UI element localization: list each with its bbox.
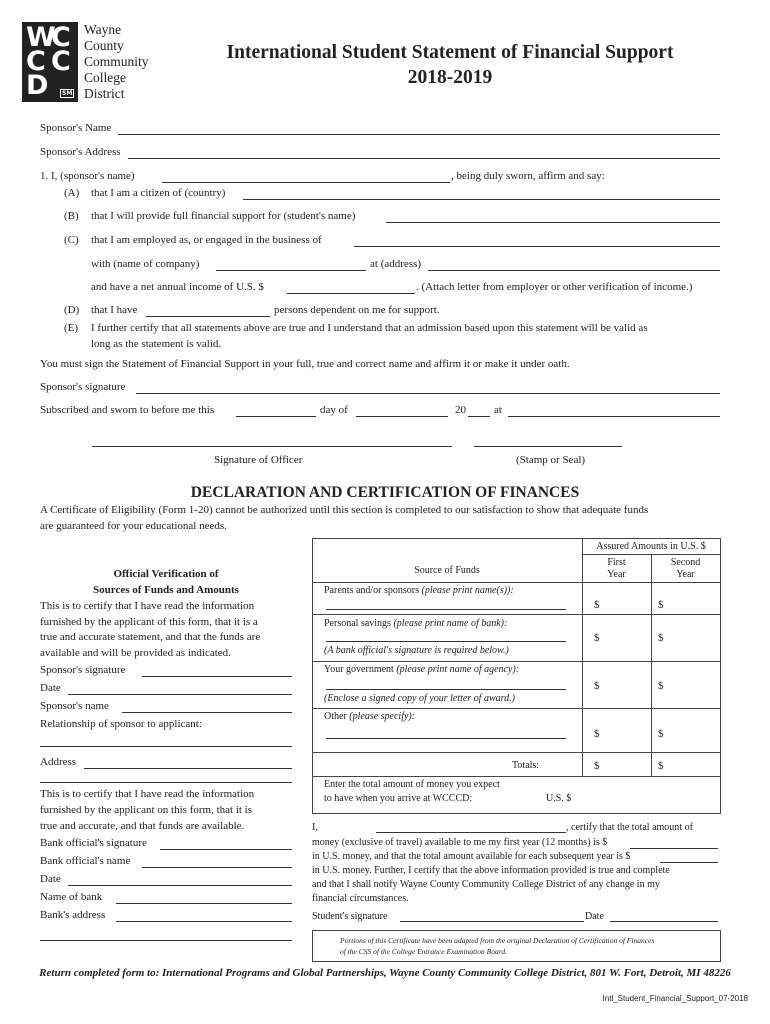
student-signature-field[interactable] (400, 921, 584, 922)
item-e-text: I further certify that all statements above are true and I understand that an admission based upon this statement will be valid as (91, 322, 648, 334)
assured-header: Assured Amounts in U.S. $ (596, 541, 706, 552)
dollar-sign: $ (658, 680, 664, 692)
at-address-label: at (address) (370, 258, 422, 270)
item-e-text2: long as the statement is valid. (91, 338, 222, 350)
day-of-label: day of (320, 404, 348, 416)
item-d-marker: (D) (64, 304, 80, 316)
college-name-line: District (84, 86, 125, 101)
row-hint: (please print name of agency): (396, 664, 520, 675)
first-year-header: First (607, 557, 626, 568)
savings-row-label (324, 618, 507, 629)
cert-i-label: I, (312, 822, 318, 833)
dollar-sign: $ (594, 680, 600, 692)
item-e-marker: (E) (64, 322, 79, 334)
relationship-field[interactable] (40, 746, 292, 747)
item-d-suffix: persons dependent on me for support. (274, 304, 440, 316)
bank-para-line: This is to certify that I have read the information (40, 788, 255, 800)
must-sign-note: You must sign the Statement of Financial Support in your full, true and correct name and affirm it or make it under oath. (40, 358, 570, 370)
second-year-header: Second (670, 557, 701, 568)
dependents-field[interactable] (146, 316, 270, 317)
row-divider (312, 661, 720, 662)
return-address: Return completed form to: International Programs and Global Partnerships, Wayne County Community College District, 801 W. Fort, Detroit, MI 48226 (39, 967, 731, 979)
vs-sponsor-signature-field[interactable] (142, 676, 292, 677)
sponsor-name-field[interactable] (118, 134, 720, 135)
row-hint: (please specify): (349, 711, 416, 722)
company-field[interactable] (216, 270, 366, 271)
college-name-line: College (84, 70, 126, 85)
agency-name-field[interactable] (326, 689, 566, 690)
student-date-field[interactable] (610, 921, 718, 922)
year-20-label: 20 (455, 404, 466, 416)
student-date-label: Date (585, 911, 604, 922)
bank-name-table-field[interactable] (326, 641, 566, 642)
verification-title-1: Official Verification of (113, 568, 219, 580)
vs-date-field[interactable] (68, 694, 292, 695)
company-label: with (name of company) (91, 258, 200, 270)
bank-para-line: furnished by the applicant on this form, that it is (40, 804, 253, 816)
bank-date-field[interactable] (68, 885, 292, 886)
subsequent-amount-field[interactable] (660, 862, 718, 863)
page-title (180, 40, 720, 90)
sponsor-name-label: Sponsor's Name (40, 122, 112, 134)
bank-date-label: Date (40, 873, 61, 885)
bank-official-signature-label: Bank official's signature (40, 837, 147, 849)
college-name (84, 22, 149, 102)
sworn-name-field[interactable] (162, 182, 450, 183)
col-divider (651, 554, 652, 776)
item-b-marker: (B) (64, 210, 79, 222)
row-divider (312, 614, 720, 615)
student-name-field[interactable] (386, 222, 720, 223)
arrival-us-dollar: U.S. $ (546, 793, 572, 804)
income-note: . (Attach letter from employer or other verification of income.) (416, 281, 693, 293)
item-c-marker: (C) (64, 234, 79, 246)
sponsor-signature-label: Sponsor's signature (40, 381, 126, 393)
sworn-month-field[interactable] (356, 416, 448, 417)
totals-label: Totals: (512, 760, 540, 771)
portions-note-line: of the CSS of the College Entrance Examination Board. (340, 947, 507, 956)
bank-official-signature-field[interactable] (160, 849, 292, 850)
sponsor-address-field[interactable] (128, 158, 720, 159)
sponsor-signature-field[interactable] (136, 393, 720, 394)
row-label-text: Your government (324, 664, 394, 675)
sworn-prefix: 1. I, (sponsor's name) (40, 170, 135, 182)
row-divider (582, 554, 720, 555)
sworn-day-field[interactable] (236, 416, 316, 417)
row-label-text: Parents and/or sponsors (324, 585, 419, 596)
row-divider (312, 582, 720, 583)
declaration-heading: DECLARATION AND CERTIFICATION OF FINANCES (190, 484, 580, 501)
bank-name-label: Name of bank (40, 891, 103, 903)
bank-address-label: Bank's address (40, 909, 106, 921)
bank-address-field-2[interactable] (40, 940, 292, 941)
logo-letter: D (26, 70, 49, 101)
savings-note: (A bank official's signature is required below.) (324, 645, 509, 656)
dollar-sign: $ (594, 632, 600, 644)
parents-name-field[interactable] (326, 609, 566, 610)
verification-title-2: Sources of Funds and Amounts (93, 584, 239, 596)
dollar-sign: $ (594, 599, 600, 611)
first-year-amount-field[interactable] (630, 848, 718, 849)
at-label: at (494, 404, 502, 416)
verification-para-line: furnished by the applicant of this form, that it is a (40, 616, 258, 628)
bank-official-name-label: Bank official's name (40, 855, 131, 867)
verification-para-line: This is to certify that I have read the information (40, 600, 255, 612)
cert-line-2: money (exclusive of travel) available to me my first year (12 months) is $ (312, 837, 608, 848)
officer-signature-label: Signature of Officer (214, 454, 303, 466)
bank-para-line: true and accurate, and that funds are available. (40, 820, 245, 832)
parents-row-label (324, 585, 514, 596)
sponsor-address-label: Sponsor's Address (40, 146, 121, 158)
row-divider (312, 752, 720, 753)
item-d-text: that I have (91, 304, 138, 316)
dollar-sign: $ (594, 760, 600, 772)
vs-address-field-2[interactable] (40, 782, 292, 783)
government-note: (Enclose a signed copy of your letter of award.) (324, 693, 515, 704)
officer-signature-field[interactable] (92, 446, 452, 447)
cert-line-5: and that I shall notify Wayne County Community College District of any change in my (312, 879, 660, 890)
logo-letter: C (26, 46, 46, 77)
portions-note-line: Portions of this Certificate have been adapted from the original Declaration of Certification of Finances (340, 936, 655, 945)
item-a-marker: (A) (64, 187, 80, 199)
company-address-field[interactable] (428, 270, 720, 271)
college-name-line: Community (84, 54, 149, 69)
cert-line-4: in U.S. money. Further, I certify that the above information provided is true and complete (312, 865, 670, 876)
form-code: Intl_Student_Financial_Support_07-2018 (602, 994, 748, 1003)
sworn-suffix: , being duly sworn, affirm and say: (451, 170, 605, 182)
cert-line-6: financial circumstances. (312, 893, 409, 904)
income-field[interactable] (287, 293, 415, 294)
row-hint: (please print name of bank): (393, 618, 508, 629)
logo-letter: W (26, 22, 56, 53)
sworn-year-field[interactable] (468, 416, 490, 417)
cert-line-1-suffix: , certify that the total amount of (566, 822, 693, 833)
other-source-field[interactable] (326, 738, 566, 739)
dollar-sign: $ (658, 760, 664, 772)
other-row-label (324, 711, 415, 722)
title-text: International Student Statement of Financial Support (226, 42, 674, 63)
vs-date-label: Date (40, 682, 61, 694)
title-year: 2018-2019 (407, 67, 493, 88)
dollar-sign: $ (658, 599, 664, 611)
verification-para-line: true and accurate statement, and that the funds are (40, 631, 261, 643)
item-b-text: that I will provide full financial support for (student's name) (91, 210, 356, 222)
vs-address-label: Address (40, 756, 77, 768)
source-header: Source of Funds (414, 565, 480, 576)
row-divider (312, 776, 720, 777)
service-mark: SM (62, 90, 73, 97)
stamp-label: (Stamp or Seal) (516, 454, 586, 466)
second-year-header: Year (676, 569, 695, 580)
vs-sponsor-name-field[interactable] (122, 712, 292, 713)
vs-sponsor-name-label: Sponsor's name (40, 700, 109, 712)
declaration-intro-2: are guaranteed for your educational needs. (40, 520, 227, 532)
dollar-sign: $ (594, 728, 600, 740)
row-label-text: Personal savings (324, 618, 391, 629)
wcccd-logo (22, 22, 78, 102)
vs-sponsor-signature-label: Sponsor's signature (40, 664, 126, 676)
row-divider (312, 708, 720, 709)
logo-letter: C (51, 46, 71, 77)
logo-letter: C (51, 22, 71, 53)
dollar-sign: $ (658, 728, 664, 740)
verification-para-line: available and will be provided as indicated. (40, 647, 231, 659)
bank-name-field[interactable] (116, 903, 292, 904)
bank-official-name-field[interactable] (142, 867, 292, 868)
declaration-intro-1: A Certificate of Eligibility (Form 1-20) cannot be authorized until this section is completed to our satisfaction to show that adequate funds (40, 504, 649, 516)
college-name-line: Wayne (84, 22, 122, 37)
item-a-text: that I am a citizen of (country) (91, 187, 226, 199)
student-name-cert-field[interactable] (376, 832, 566, 833)
first-year-header: Year (607, 569, 626, 580)
subscribed-label: Subscribed and sworn to before me this (40, 404, 215, 416)
item-c-text: that I am employed as, or engaged in the business of (91, 234, 322, 246)
country-field[interactable] (243, 199, 720, 200)
government-row-label (324, 664, 519, 675)
dollar-sign: $ (658, 632, 664, 644)
sworn-place-field[interactable] (508, 416, 720, 417)
income-label: and have a net annual income of U.S. $ (91, 281, 264, 293)
bank-address-field[interactable] (116, 921, 292, 922)
relationship-label: Relationship of sponsor to applicant: (40, 718, 202, 730)
arrival-line-2: to have when you arrive at WCCCD: (324, 793, 473, 804)
student-signature-label: Student's signature (312, 911, 388, 922)
row-label-text: Other (324, 711, 347, 722)
cert-line-3: in U.S. money, and that the total amount available for each subsequent year is $ (312, 851, 631, 862)
college-name-line: County (84, 38, 124, 53)
stamp-field[interactable] (474, 446, 622, 447)
vs-address-field[interactable] (84, 768, 292, 769)
row-hint: (please print name(s)): (421, 585, 514, 596)
business-field[interactable] (354, 246, 720, 247)
arrival-line-1: Enter the total amount of money you expect (324, 779, 500, 790)
